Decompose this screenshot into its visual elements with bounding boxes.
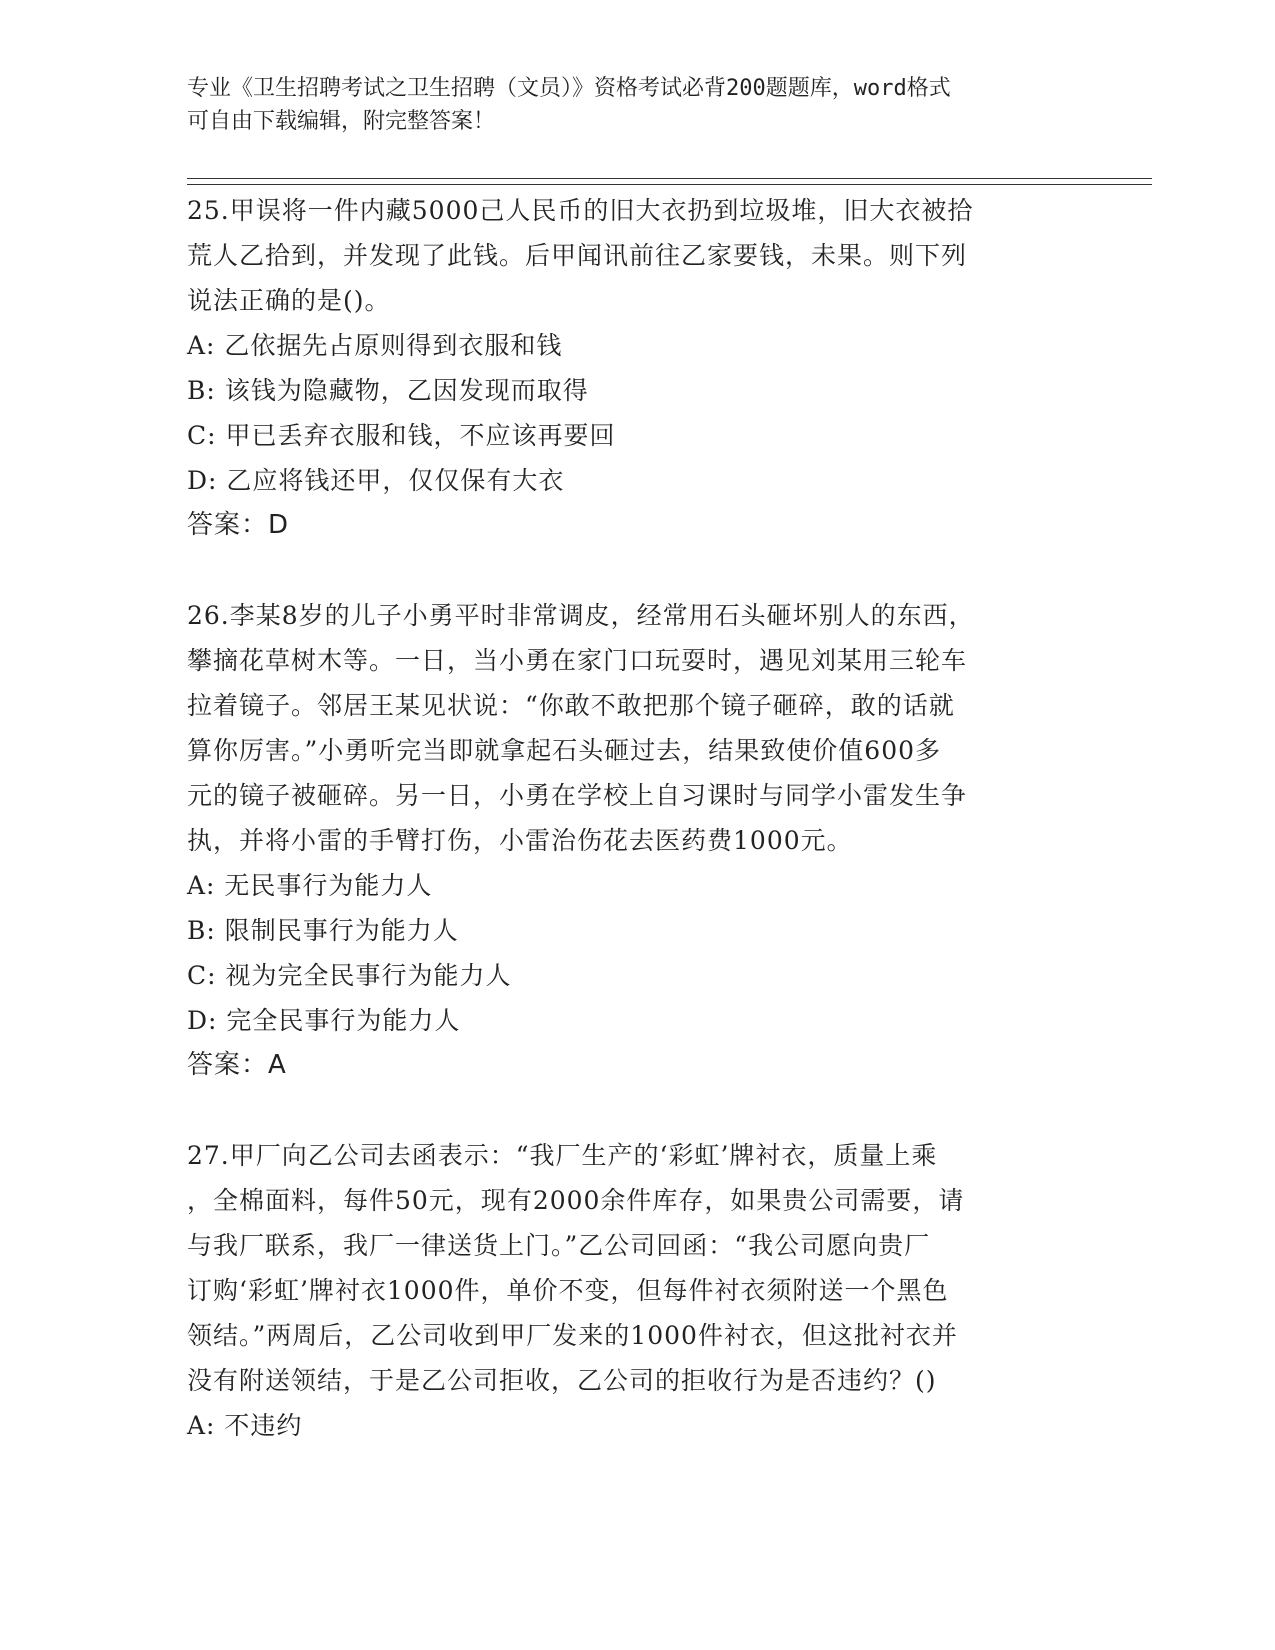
option-b: B: 该钱为隐藏物，乙因发现而取得 xyxy=(187,376,589,405)
header-divider-bottom xyxy=(187,184,1152,185)
question-stem-line: 元的镜子被砸碎。另一日，小勇在学校上自习课时与同学小雷发生争 xyxy=(187,781,968,810)
question-spacer xyxy=(187,1088,1067,1133)
document-header xyxy=(187,72,1067,138)
question-stem-line: 算你厉害。”小勇听完当即就拿起石头砸过去，结果致使价值600多 xyxy=(187,736,942,765)
question-27 xyxy=(187,1133,1067,1448)
question-stem-line: 领结。”两周后，乙公司收到甲厂发来的1000件衬衣，但这批衬衣并 xyxy=(187,1321,958,1350)
option-d: D: 乙应将钱还甲，仅仅保有大衣 xyxy=(187,466,565,495)
header-line-2: 可自由下载编辑，附完整答案！ xyxy=(187,109,496,134)
question-stem-line: 没有附送领结，于是乙公司拒收，乙公司的拒收行为是否违约？() xyxy=(187,1366,937,1395)
option-a: A: 乙依据先占原则得到衣服和钱 xyxy=(187,331,563,360)
option-d: D: 完全民事行为能力人 xyxy=(187,1006,461,1035)
answer-label: 答案：D xyxy=(187,510,290,540)
option-a: A: 无民事行为能力人 xyxy=(187,871,433,900)
question-stem-line: 拉着镜子。邻居王某见状说：“你敢不敢把那个镜子砸碎，敢的话就 xyxy=(187,691,955,720)
header-divider-top xyxy=(187,178,1152,179)
question-25 xyxy=(187,188,1067,548)
question-stem-line: 订购‘彩虹’牌衬衣1000件，单价不变，但每件衬衣须附送一个黑色 xyxy=(187,1276,949,1305)
question-stem-line: 25.甲误将一件内藏5000己人民币的旧大衣扔到垃圾堆，旧大衣被拾 xyxy=(187,196,974,225)
question-26 xyxy=(187,593,1067,1088)
question-stem-line: 攀摘花草树木等。一日，当小勇在家门口玩耍时，遇见刘某用三轮车 xyxy=(187,646,968,675)
question-spacer xyxy=(187,548,1067,593)
question-stem-line: 与我厂联系，我厂一律送货上门。”乙公司回函：“我公司愿向贵厂 xyxy=(187,1231,931,1260)
question-list xyxy=(187,188,1067,1448)
question-stem-line: 执，并将小雷的手臂打伤，小雷治伤花去医药费1000元。 xyxy=(187,826,853,855)
header-line-1: 专业《卫生招聘考试之卫生招聘（文员）》资格考试必背200题题库，word格式 xyxy=(187,76,951,101)
option-b: B: 限制民事行为能力人 xyxy=(187,916,459,945)
question-stem-line: 27.甲厂向乙公司去函表示：“我厂生产的‘彩虹’牌衬衣，质量上乘 xyxy=(187,1141,938,1170)
question-stem-line: 荒人乙拾到，并发现了此钱。后甲闻讯前往乙家要钱，未果。则下列 xyxy=(187,241,968,270)
question-stem-line: ，全棉面料，每件50元，现有2000余件库存，如果贵公司需要，请 xyxy=(187,1186,965,1215)
answer-label: 答案：A xyxy=(187,1050,287,1080)
question-stem-line: 说法正确的是()。 xyxy=(187,286,391,315)
option-c: C: 视为完全民事行为能力人 xyxy=(187,961,512,990)
question-stem-line: 26.李某8岁的儿子小勇平时非常调皮，经常用石头砸坏别人的东西， xyxy=(187,601,975,630)
option-a: A: 不违约 xyxy=(187,1411,303,1440)
option-c: C: 甲已丢弃衣服和钱，不应该再要回 xyxy=(187,421,616,450)
